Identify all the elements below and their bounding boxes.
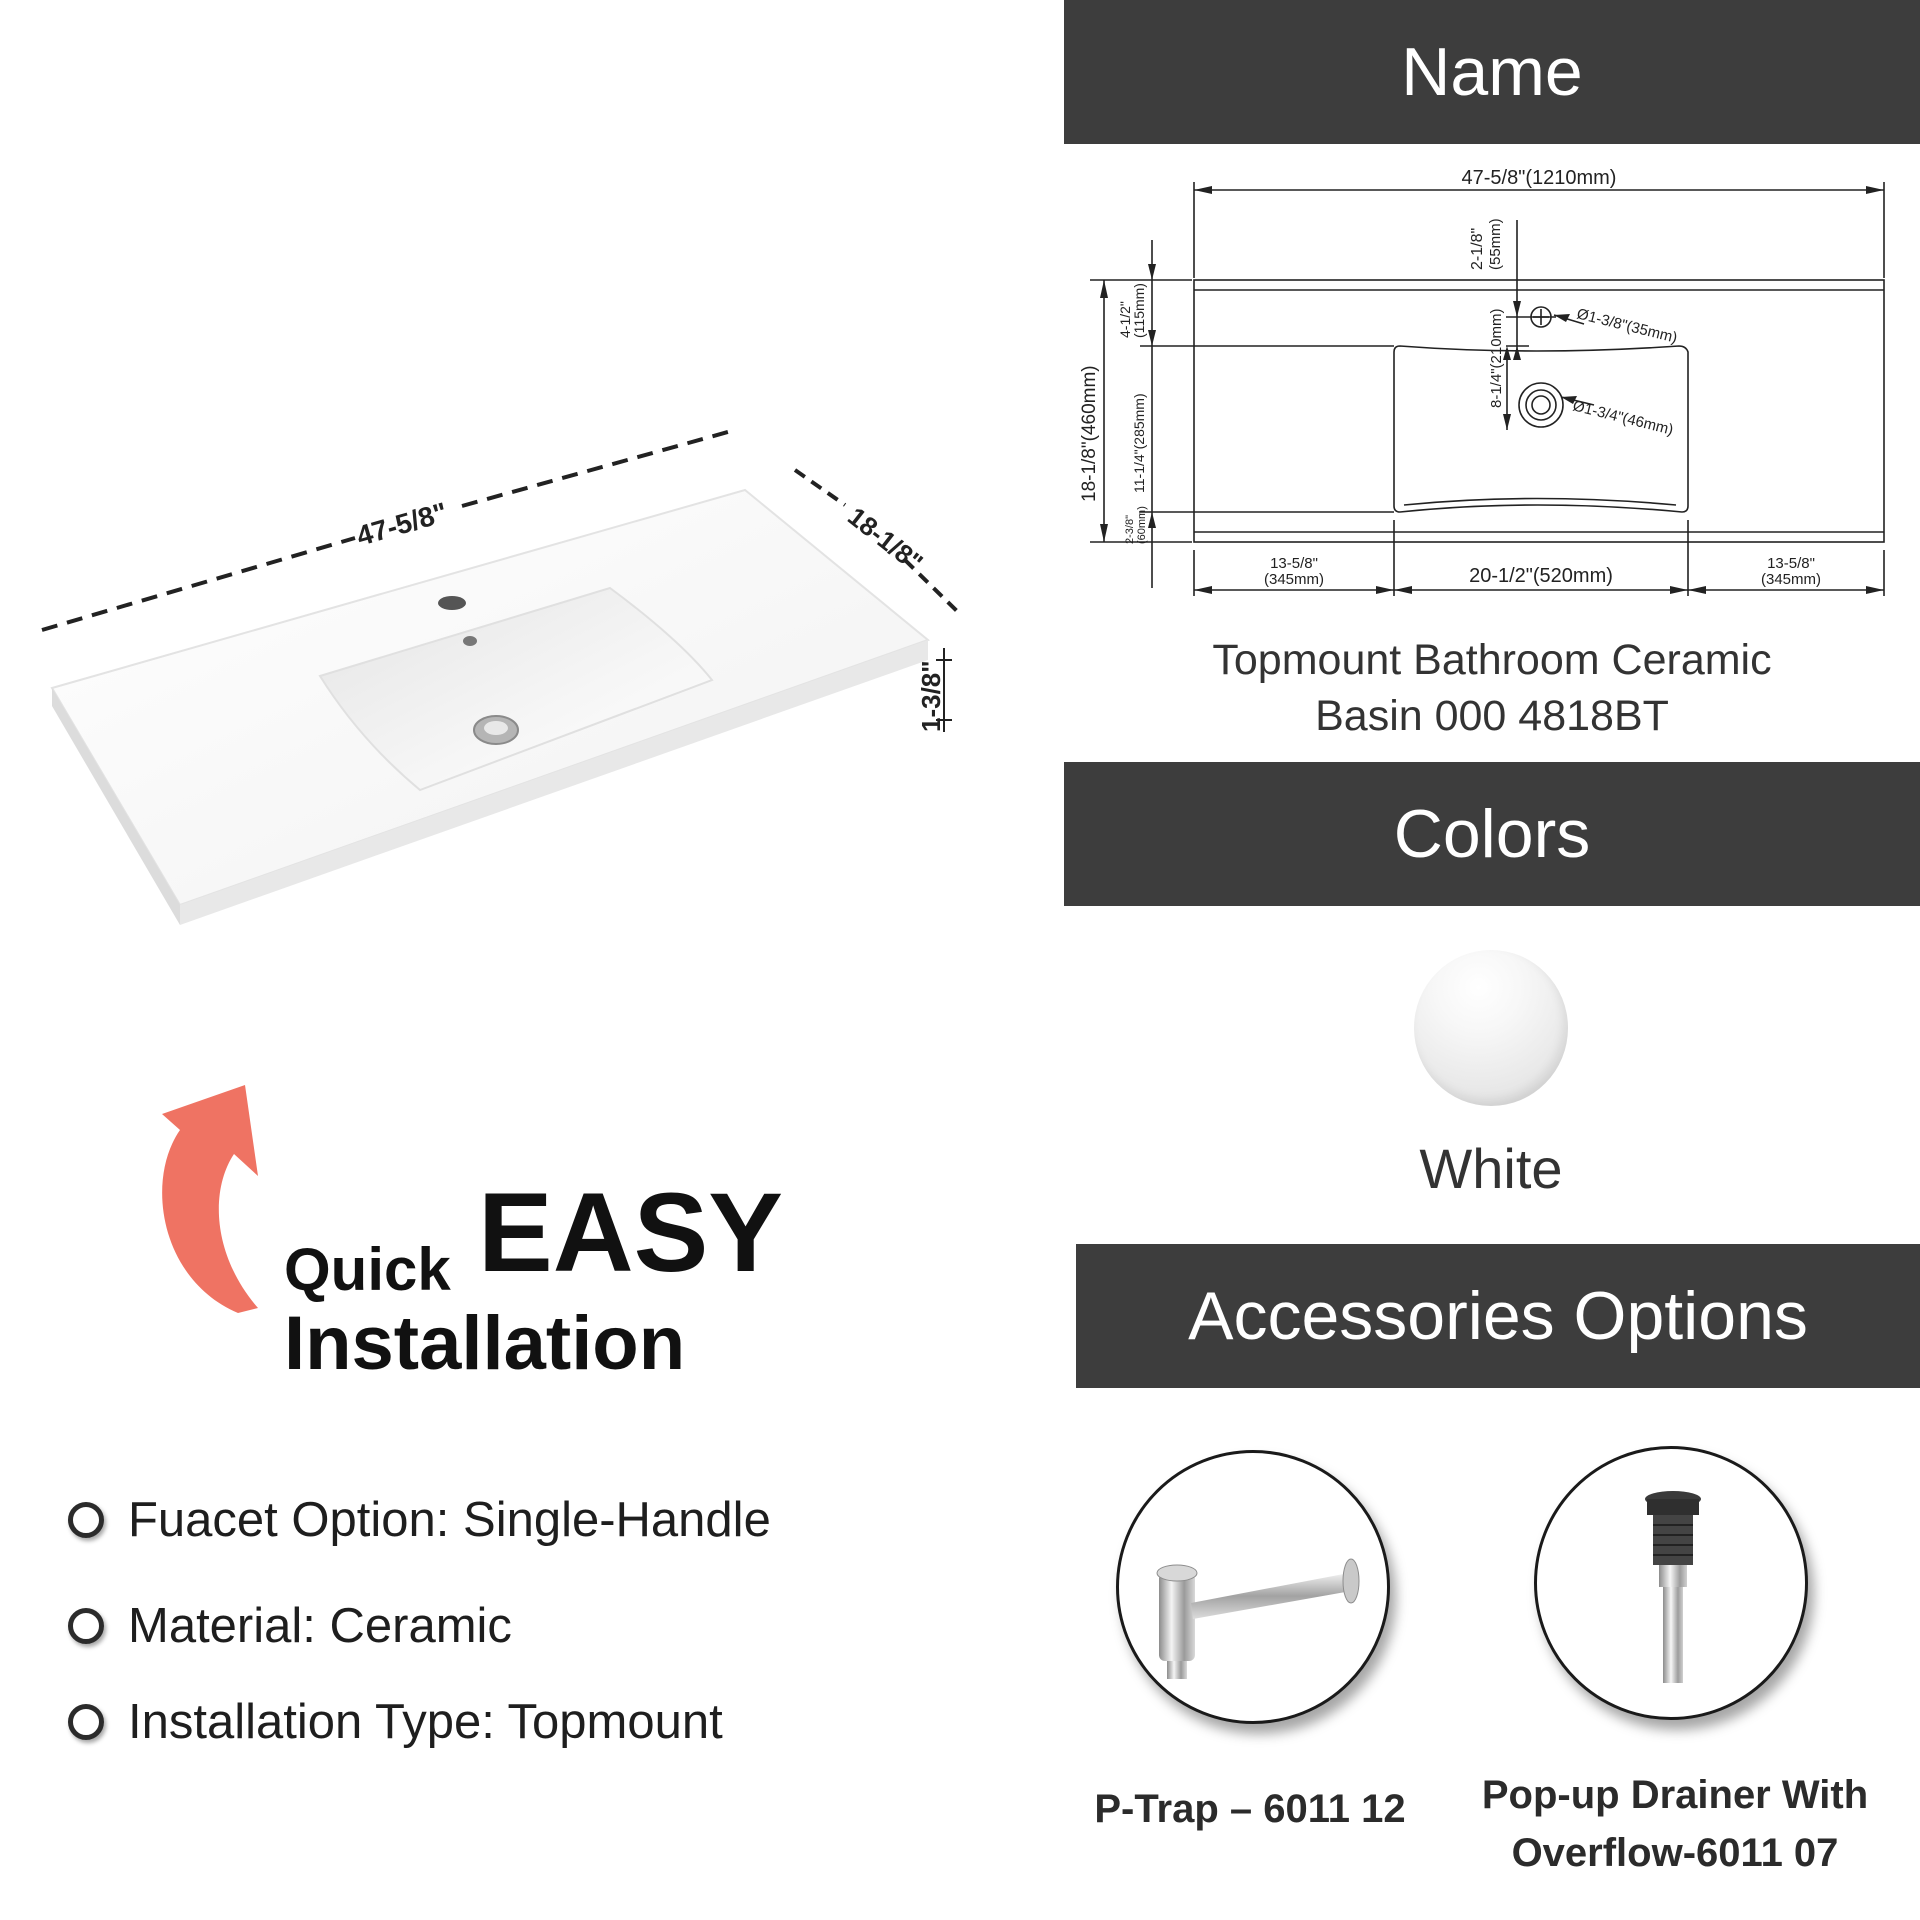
product-name	[1064, 632, 1920, 744]
feature-text: Installation Type: Topmount	[128, 1695, 723, 1749]
feature-text: Material: Ceramic	[128, 1599, 512, 1653]
drawing-front-margin-mm: (60mm)	[1136, 506, 1148, 544]
name-section-header	[1064, 0, 1920, 144]
install-quick-text: Quick	[284, 1236, 451, 1303]
bullet-ring-icon	[68, 1608, 104, 1644]
accessory-popup-drainer-label-line1: Pop-up Drainer With	[1481, 1773, 1869, 1817]
drawing-right-margin-in: 13-5/8"	[1767, 555, 1815, 572]
name-header-text: Name	[1401, 34, 1583, 110]
popup-drainer-icon	[1537, 1449, 1805, 1717]
drawing-bowl-width: 20-1/2"(520mm)	[1469, 565, 1613, 587]
drawing-front-margin-in: 2-3/8"	[1124, 515, 1136, 544]
feature-text: Fuacet Option: Single-Handle	[128, 1493, 771, 1547]
drawing-left-margin-mm: (345mm)	[1263, 571, 1325, 588]
feature-item	[68, 1694, 723, 1750]
dim-thickness-label: 1-3/8"	[916, 660, 946, 732]
color-swatch-white[interactable]	[1414, 950, 1568, 1106]
bullet-ring-icon	[68, 1502, 104, 1538]
technical-drawing	[1064, 160, 1920, 610]
drawing-faucet-offset-in: 2-1/8"	[1469, 227, 1486, 270]
install-easy-text: EASY	[478, 1170, 783, 1295]
accessory-popup-drainer-label-line2: Overflow-6011 07	[1511, 1831, 1839, 1875]
ptrap-icon	[1119, 1453, 1387, 1721]
drawing-top-margin-mm: (115mm)	[1131, 283, 1147, 338]
dim-depth-label: 18-1/8"	[842, 501, 929, 578]
accessories-header-text: Accessories Options	[1188, 1278, 1808, 1354]
dim-length-label: 47-5/8"	[353, 496, 451, 552]
drawing-left-margin-in: 13-5/8"	[1270, 555, 1318, 572]
drawing-top-margin-in: 4-1/2"	[1117, 301, 1133, 338]
arrow-icon	[150, 1070, 290, 1320]
color-swatch-label: White	[1419, 1137, 1563, 1200]
product-name-line2: Basin 000 4818BT	[1315, 692, 1669, 740]
feature-item	[68, 1598, 512, 1654]
drawing-faucet-offset-mm: (55mm)	[1487, 218, 1504, 270]
drawing-faucet-to-drain: 8-1/4"(210mm)	[1488, 308, 1505, 408]
basin-illustration	[0, 380, 1000, 940]
drawing-drain-hole: Ø1-3/4"(46mm)	[1571, 397, 1675, 439]
drawing-bowl-depth: 11-1/4"(285mm)	[1131, 393, 1147, 493]
drawing-right-margin-mm: (345mm)	[1760, 571, 1822, 588]
accessory-popup-drainer-label	[1460, 1766, 1890, 1882]
feature-item	[68, 1492, 771, 1548]
accessories-section-header	[1076, 1244, 1920, 1388]
drawing-faucet-hole: Ø1-3/8"(35mm)	[1575, 305, 1679, 347]
drawing-overall-width: 47-5/8"(1210mm)	[1461, 167, 1617, 189]
install-installation-text: Installation	[284, 1301, 686, 1386]
drawing-overall-depth: 18-1/8"(460mm)	[1079, 365, 1100, 502]
accessory-ptrap-thumbnail[interactable]	[1116, 1450, 1390, 1724]
bullet-ring-icon	[68, 1704, 104, 1740]
product-name-line1: Topmount Bathroom Ceramic	[1212, 636, 1772, 684]
colors-header-text: Colors	[1393, 796, 1591, 872]
accessory-ptrap-label: P-Trap – 6011 12	[1094, 1787, 1406, 1831]
colors-section-header	[1064, 762, 1920, 906]
accessory-popup-drainer-thumbnail[interactable]	[1534, 1446, 1808, 1720]
